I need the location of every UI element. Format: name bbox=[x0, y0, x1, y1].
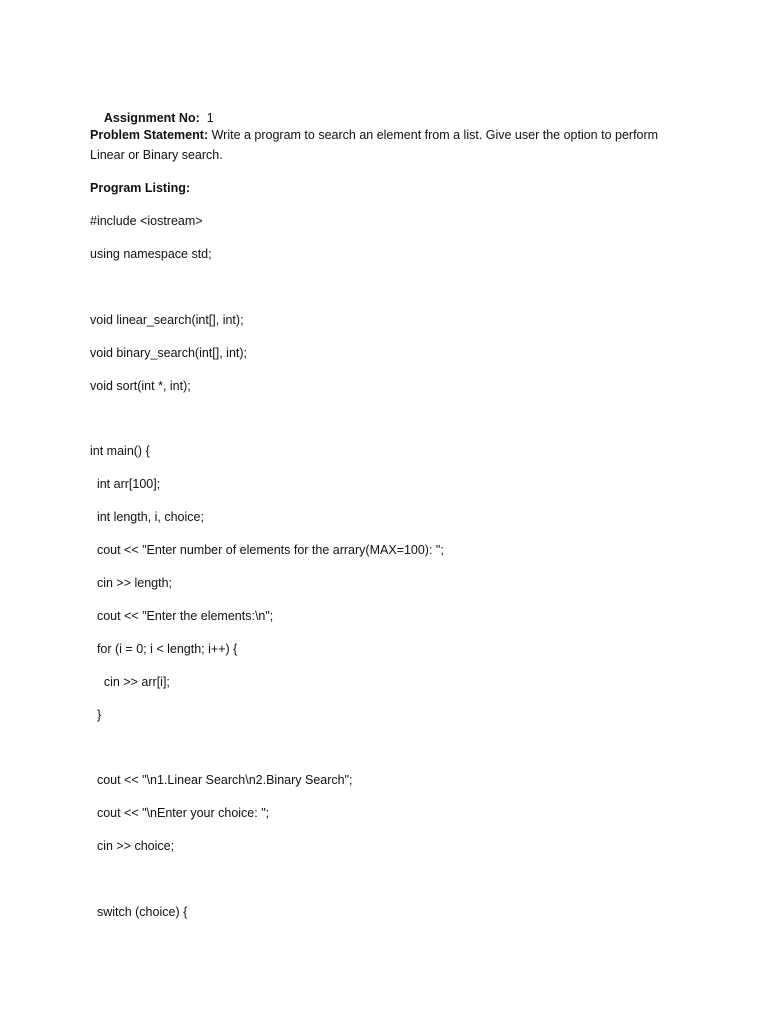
assignment-label: Assignment No: bbox=[103, 111, 200, 125]
code-line: int main() { bbox=[90, 444, 150, 458]
code-line: for (i = 0; i < length; i++) { bbox=[90, 642, 238, 656]
code-line: void linear_search(int[], int); bbox=[90, 313, 244, 327]
problem-label: Problem Statement: bbox=[90, 128, 209, 142]
code-line: switch (choice) { bbox=[90, 905, 188, 919]
code-line: cin >> choice; bbox=[90, 839, 175, 853]
problem-statement bbox=[90, 125, 680, 165]
code-line: } bbox=[90, 708, 102, 722]
assignment-number: 1 bbox=[206, 111, 214, 125]
code-line: cout << "\n1.Linear Search\n2.Binary Search"; bbox=[90, 773, 353, 787]
problem-text: Write a program to search an element from a list. Give user the option to perform Linear or Binary search. bbox=[90, 128, 659, 162]
code-line: #include <iostream> bbox=[90, 214, 203, 228]
program-listing-label: Program Listing: bbox=[90, 181, 191, 195]
code-line: cout << "\nEnter your choice: "; bbox=[90, 806, 270, 820]
code-line: cout << "Enter number of elements for the arrary(MAX=100): "; bbox=[90, 543, 444, 557]
code-line: int length, i, choice; bbox=[90, 510, 204, 524]
code-line: cin >> length; bbox=[90, 576, 173, 590]
code-line: void binary_search(int[], int); bbox=[90, 346, 248, 360]
code-line: int arr[100]; bbox=[90, 477, 161, 491]
code-line: cin >> arr[i]; bbox=[90, 675, 170, 689]
code-line: using namespace std; bbox=[90, 247, 212, 261]
code-line: cout << "Enter the elements:\n"; bbox=[90, 609, 274, 623]
code-line: void sort(int *, int); bbox=[90, 379, 191, 393]
